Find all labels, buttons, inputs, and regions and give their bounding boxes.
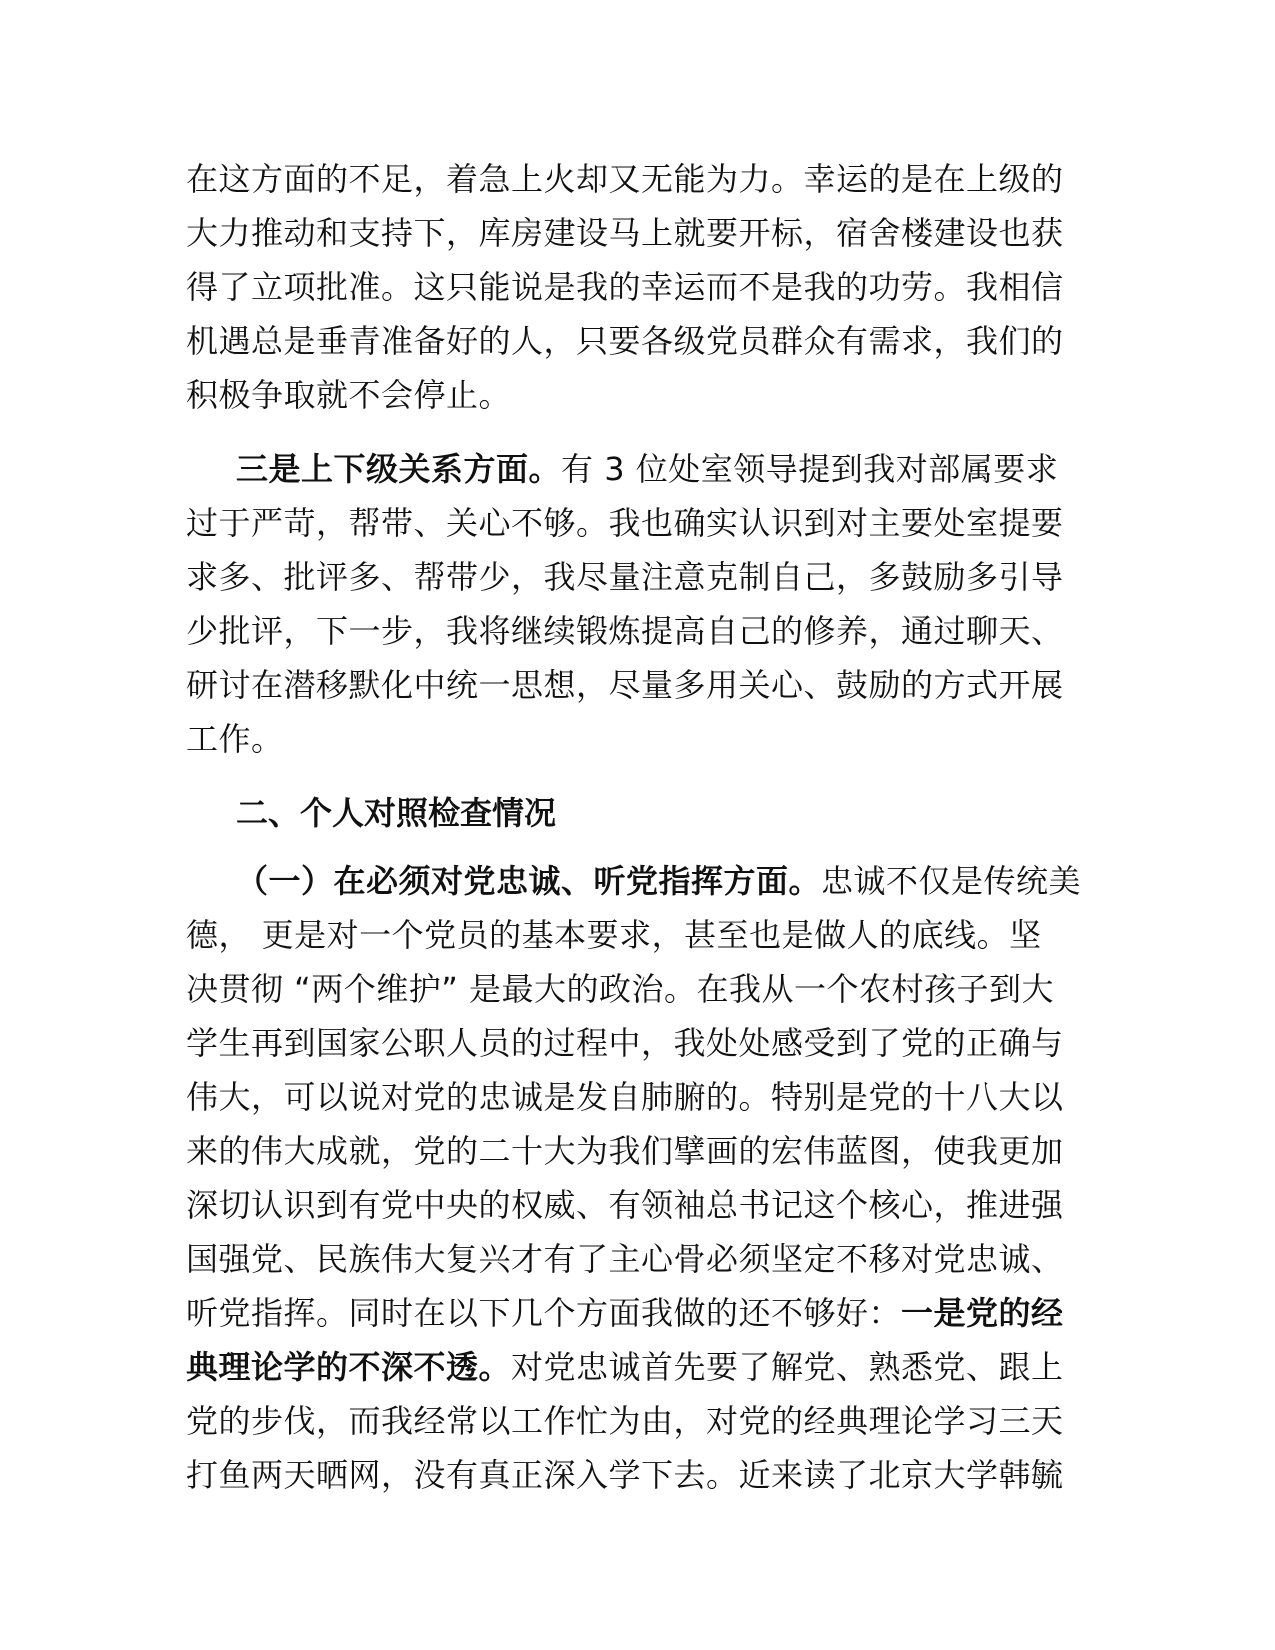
text-line: 机遇总是垂青准备好的人，只要各级党员群众有需求，我们的	[186, 322, 1064, 360]
paragraph-3	[186, 854, 1086, 1502]
text-line: 过于严苛，帮带、关心不够。我也确实认识到对主要处室提要	[186, 504, 1064, 542]
text-line	[186, 1286, 1086, 1340]
text-line: 国强党、民族伟大复兴才有了主心骨必须坚定不移对党忠诚、	[186, 1240, 1064, 1278]
text-line: 决贯彻 “两个维护” 是最大的政治。在我从一个农村孩子到大	[186, 970, 1055, 1008]
text-line	[186, 854, 1086, 908]
text-run: 听党指挥。同时在以下几个方面我做的还不够好：	[186, 1294, 902, 1332]
text-run: 对党忠诚首先要了解党、熟悉党、跟上	[511, 1348, 1064, 1386]
inline-heading: 典理论学的不深不透。	[186, 1348, 512, 1386]
text-line: 德， 更是对一个党员的基本要求，甚至也是做人的底线。坚	[186, 916, 1042, 954]
text-line: 党的步伐，而我经常以工作忙为由，对党的经典理论学习三天	[186, 1402, 1064, 1440]
paragraph-2	[186, 442, 1086, 766]
text-run: 忠诚不仅是传统美	[821, 862, 1082, 900]
text-line: 工作。	[186, 720, 284, 758]
text-line	[186, 1340, 1086, 1394]
text-line: 求多、批评多、帮带少，我尽量注意克制自己，多鼓励多引导	[186, 558, 1064, 596]
text-line: 得了立项批准。这只能说是我的幸运而不是我的功劳。我相信	[186, 268, 1064, 306]
text-line: 大力推动和支持下，库房建设马上就要开标，宿舍楼建设也获	[186, 214, 1064, 252]
text-line: 少批评，下一步，我将继续锻炼提高自己的修养，通过聊天、	[186, 612, 1064, 650]
inline-heading: 三是上下级关系方面。	[236, 450, 562, 488]
document-body	[186, 152, 1086, 1502]
section-heading: 二、个人对照检查情况	[236, 794, 557, 832]
text-line: 积极争取就不会停止。	[186, 376, 512, 414]
text-line: 伟大，可以说对党的忠诚是发自肺腑的。特别是党的十八大以	[186, 1078, 1064, 1116]
inline-heading: 一是党的经	[901, 1294, 1064, 1332]
text-line: 学生再到国家公职人员的过程中，我处处感受到了党的正确与	[186, 1024, 1064, 1062]
text-line: 来的伟大成就，党的二十大为我们擘画的宏伟蓝图，使我更加	[186, 1132, 1064, 1170]
text-line	[186, 442, 1086, 496]
paragraph-1	[186, 152, 1086, 422]
text-line: 研讨在潜移默化中统一思想，尽量多用关心、鼓励的方式开展	[186, 666, 1064, 704]
inline-heading: （一）在必须对党忠诚、听党指挥方面。	[236, 862, 822, 900]
text-run: 有 3 位处室领导提到我对部属要求	[561, 450, 1059, 488]
text-line: 打鱼两天晒网，没有真正深入学下去。近来读了北京大学韩毓	[186, 1456, 1064, 1494]
text-line: 在这方面的不足，着急上火却又无能为力。幸运的是在上级的	[186, 160, 1064, 198]
text-line: 深切认识到有党中央的权威、有领袖总书记这个核心，推进强	[186, 1186, 1064, 1224]
